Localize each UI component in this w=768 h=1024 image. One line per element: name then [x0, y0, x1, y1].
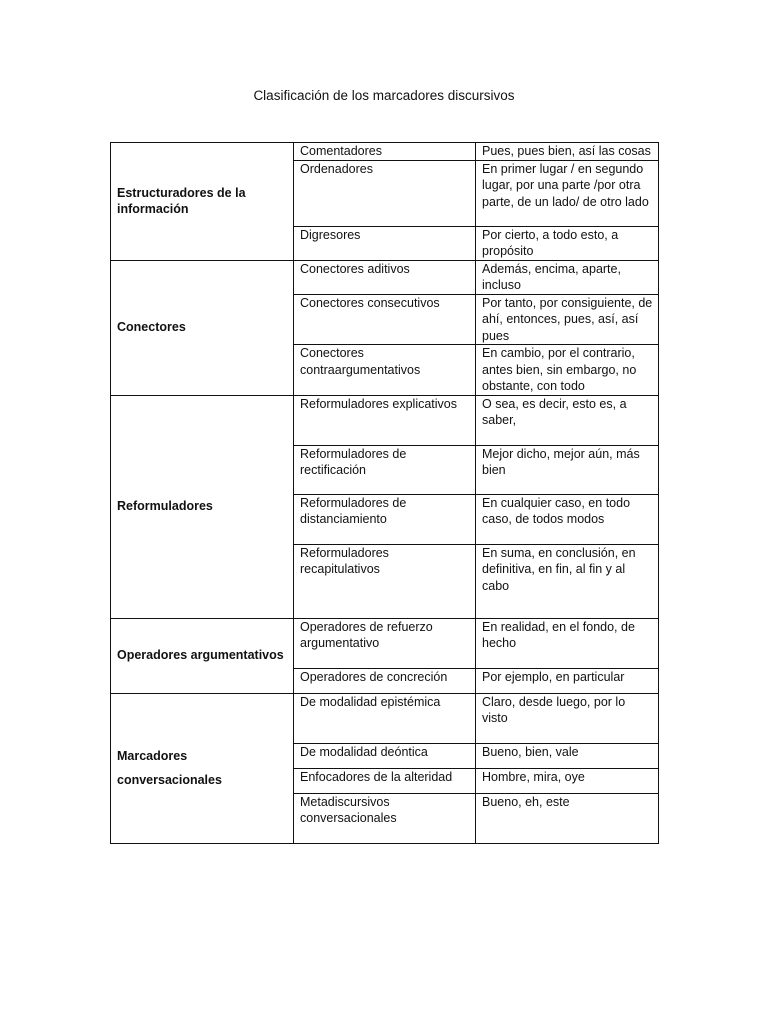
examples-cell: O sea, es decir, esto es, a saber, — [476, 395, 659, 445]
table-row — [111, 395, 659, 445]
examples-cell: Mejor dicho, mejor aún, más bien — [476, 445, 659, 494]
examples-cell: En suma, en conclusión, en definitiva, en fin, al fin y al cabo — [476, 544, 659, 618]
document-title: Clasificación de los marcadores discursivos — [253, 88, 515, 103]
examples-cell: Por ejemplo, en particular — [476, 668, 659, 693]
marker-type-cell: Reformuladores de distanciamiento — [294, 494, 476, 544]
markers-table — [110, 142, 659, 844]
marker-type-cell: Ordenadores — [294, 160, 476, 226]
examples-cell: Además, encima, aparte, incluso — [476, 260, 659, 294]
table-row — [111, 693, 659, 743]
marker-type-cell: Conectores contraargumentativos — [294, 345, 476, 396]
marker-type-cell: Reformuladores recapitulativos — [294, 544, 476, 618]
examples-cell: Por cierto, a todo esto, a propósito — [476, 226, 659, 260]
category-cell: Reformuladores — [111, 395, 294, 618]
examples-cell: En cualquier caso, en todo caso, de todos modos — [476, 494, 659, 544]
examples-cell: Bueno, eh, este — [476, 793, 659, 843]
marker-type-cell: Operadores de concreción — [294, 668, 476, 693]
table-row — [111, 618, 659, 668]
marker-type-cell: Operadores de refuerzo argumentativo — [294, 618, 476, 668]
table-row — [111, 260, 659, 294]
marker-type-cell: Metadiscursivos conversacionales — [294, 793, 476, 843]
marker-type-cell: Reformuladores de rectificación — [294, 445, 476, 494]
marker-type-cell: Digresores — [294, 226, 476, 260]
marker-type-cell: Enfocadores de la alteridad — [294, 768, 476, 793]
marker-type-cell: Comentadores — [294, 143, 476, 161]
category-cell: Conectores — [111, 260, 294, 395]
examples-cell: Bueno, bien, vale — [476, 743, 659, 768]
examples-cell: Pues, pues bien, así las cosas — [476, 143, 659, 161]
examples-cell: Hombre, mira, oye — [476, 768, 659, 793]
table-row — [111, 143, 659, 161]
examples-cell: En cambio, por el contrario, antes bien, sin embargo, no obstante, con todo — [476, 345, 659, 396]
marker-type-cell: Conectores aditivos — [294, 260, 476, 294]
category-cell: Marcadores conversacionales — [111, 693, 294, 843]
marker-type-cell: De modalidad deóntica — [294, 743, 476, 768]
marker-type-cell: De modalidad epistémica — [294, 693, 476, 743]
examples-cell: Claro, desde luego, por lo visto — [476, 693, 659, 743]
category-cell: Operadores argumentativos — [111, 618, 294, 693]
examples-cell: En realidad, en el fondo, de hecho — [476, 618, 659, 668]
examples-cell: Por tanto, por consiguiente, de ahí, entonces, pues, así, así pues — [476, 294, 659, 345]
marker-type-cell: Reformuladores explicativos — [294, 395, 476, 445]
category-cell: Estructuradores de la información — [111, 143, 294, 261]
examples-cell: En primer lugar / en segundo lugar, por una parte /por otra parte, de un lado/ de otro lado — [476, 160, 659, 226]
marker-type-cell: Conectores consecutivos — [294, 294, 476, 345]
